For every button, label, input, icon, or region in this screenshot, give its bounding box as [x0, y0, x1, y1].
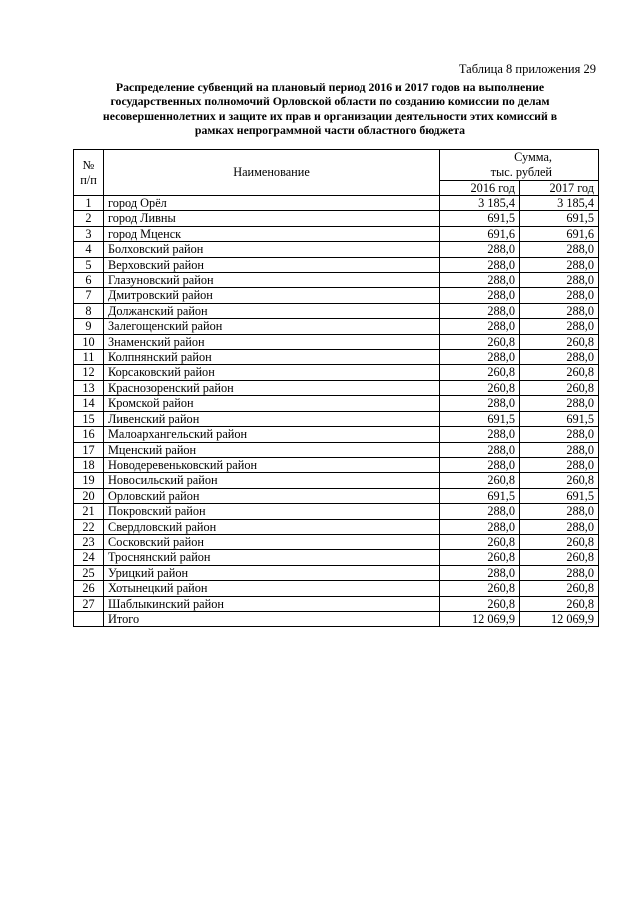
header-number-abbr: п/п: [80, 172, 97, 187]
row-name: Глазуновский район: [104, 273, 440, 288]
row-value-2016: 288,0: [440, 396, 520, 411]
row-name: Колпнянский район: [104, 350, 440, 365]
row-number: 18: [74, 457, 104, 472]
table-row: [74, 365, 599, 380]
table-row: [74, 288, 599, 303]
header-year-2016: 2016 год: [440, 181, 520, 196]
table-row: [74, 457, 599, 472]
header-sum-label: Сумма,: [514, 150, 552, 164]
row-name: Корсаковский район: [104, 365, 440, 380]
row-value-2017: 288,0: [520, 303, 599, 318]
table-row: [74, 442, 599, 457]
row-number: 12: [74, 365, 104, 380]
row-value-2016: 3 185,4: [440, 196, 520, 211]
row-value-2017: 288,0: [520, 257, 599, 272]
row-name: Покровский район: [104, 504, 440, 519]
table-row: [74, 303, 599, 318]
table-row: [74, 319, 599, 334]
table-body: [74, 196, 599, 627]
row-number: 5: [74, 257, 104, 272]
table-row: [74, 257, 599, 272]
row-name: Новодеревеньковский район: [104, 457, 440, 472]
row-value-2017: 260,8: [520, 581, 599, 596]
table-row: [74, 427, 599, 442]
row-value-2016: 260,8: [440, 596, 520, 611]
header-sum: [440, 150, 599, 181]
row-value-2016: 691,5: [440, 411, 520, 426]
row-value-2016: 288,0: [440, 442, 520, 457]
row-name: город Ливны: [104, 211, 440, 226]
row-name: Кромской район: [104, 396, 440, 411]
row-number: 25: [74, 565, 104, 580]
table-row: [74, 596, 599, 611]
row-number: 27: [74, 596, 104, 611]
row-number: 21: [74, 504, 104, 519]
table-row: [74, 350, 599, 365]
table-row: [74, 211, 599, 226]
row-value-2017: 3 185,4: [520, 196, 599, 211]
row-name: Верховский район: [104, 257, 440, 272]
row-value-2016: 288,0: [440, 350, 520, 365]
row-value-2017: 691,6: [520, 226, 599, 241]
header-year-2017: 2017 год: [520, 181, 599, 196]
row-number: 20: [74, 488, 104, 503]
row-number: 4: [74, 242, 104, 257]
table-row: [74, 519, 599, 534]
row-name: Мценский район: [104, 442, 440, 457]
row-name: город Орёл: [104, 196, 440, 211]
row-number: 23: [74, 534, 104, 549]
table-row: [74, 581, 599, 596]
row-value-2017: 288,0: [520, 504, 599, 519]
row-number: 24: [74, 550, 104, 565]
row-value-2016: 260,8: [440, 534, 520, 549]
row-number: 7: [74, 288, 104, 303]
row-value-2016: 288,0: [440, 273, 520, 288]
total-number: [74, 611, 104, 626]
title-line: рамках непрограммной части областного бюджета: [194, 123, 466, 138]
row-value-2016: 288,0: [440, 504, 520, 519]
row-value-2017: 288,0: [520, 350, 599, 365]
row-number: 9: [74, 319, 104, 334]
row-name: Сосковский район: [104, 534, 440, 549]
row-value-2016: 260,8: [440, 581, 520, 596]
table-row: [74, 396, 599, 411]
row-value-2017: 260,8: [520, 334, 599, 349]
row-value-2017: 288,0: [520, 427, 599, 442]
row-value-2017: 288,0: [520, 288, 599, 303]
document-title: [80, 80, 580, 138]
row-name: Ливенский район: [104, 411, 440, 426]
row-number: 15: [74, 411, 104, 426]
table-row: [74, 196, 599, 211]
row-value-2016: 288,0: [440, 288, 520, 303]
row-number: 6: [74, 273, 104, 288]
row-name: Орловский район: [104, 488, 440, 503]
title-line: Распределение субвенций на плановый период 2016 и 2017 годов на выполнение: [115, 80, 545, 94]
row-value-2017: 260,8: [520, 365, 599, 380]
row-value-2016: 691,6: [440, 226, 520, 241]
table-row: [74, 504, 599, 519]
row-value-2016: 288,0: [440, 319, 520, 334]
row-value-2016: 288,0: [440, 257, 520, 272]
row-name: Залегощенский район: [104, 319, 440, 334]
total-row: [74, 611, 599, 626]
appendix-label: Таблица 8 приложения 29: [458, 62, 596, 76]
row-value-2017: 288,0: [520, 565, 599, 580]
row-value-2017: 288,0: [520, 442, 599, 457]
row-value-2017: 691,5: [520, 211, 599, 226]
row-name: Малоархангельский район: [104, 427, 440, 442]
row-value-2017: 288,0: [520, 457, 599, 472]
row-name: Дмитровский район: [104, 288, 440, 303]
row-value-2017: 691,5: [520, 411, 599, 426]
table-row: [74, 473, 599, 488]
header-name: Наименование: [104, 150, 440, 196]
row-number: 1: [74, 196, 104, 211]
table-row: [74, 411, 599, 426]
title-line: несовершеннолетних и защите их прав и организации деятельности этих комиссий в: [102, 108, 558, 123]
row-value-2016: 288,0: [440, 303, 520, 318]
row-value-2016: 691,5: [440, 211, 520, 226]
total-value-2017: 12 069,9: [520, 611, 599, 626]
row-name: Шаблыкинский район: [104, 596, 440, 611]
row-number: 22: [74, 519, 104, 534]
table-row: [74, 565, 599, 580]
header-sum-unit: тыс. рублей: [490, 165, 552, 179]
row-value-2017: 288,0: [520, 319, 599, 334]
title-line: государственных полномочий Орловской области по созданию комиссии по делам: [110, 94, 550, 109]
row-value-2016: 288,0: [440, 242, 520, 257]
row-number: 13: [74, 380, 104, 395]
total-value-2016: 12 069,9: [440, 611, 520, 626]
row-name: Знаменский район: [104, 334, 440, 349]
row-value-2016: 260,8: [440, 473, 520, 488]
row-name: Троснянский район: [104, 550, 440, 565]
row-value-2016: 260,8: [440, 334, 520, 349]
table-row: [74, 334, 599, 349]
row-number: 8: [74, 303, 104, 318]
row-number: 26: [74, 581, 104, 596]
header-number: [74, 150, 104, 196]
row-value-2017: 288,0: [520, 396, 599, 411]
row-value-2016: 260,8: [440, 365, 520, 380]
row-number: 16: [74, 427, 104, 442]
row-name: Краснозоренский район: [104, 380, 440, 395]
row-number: 11: [74, 350, 104, 365]
row-name: город Мценск: [104, 226, 440, 241]
row-name: Хотынецкий район: [104, 581, 440, 596]
header-number-symbol: №: [82, 157, 95, 172]
row-value-2017: 260,8: [520, 380, 599, 395]
row-number: 2: [74, 211, 104, 226]
table-row: [74, 273, 599, 288]
row-value-2016: 288,0: [440, 427, 520, 442]
row-name: Свердловский район: [104, 519, 440, 534]
row-number: 3: [74, 226, 104, 241]
row-value-2017: 288,0: [520, 273, 599, 288]
row-name: Урицкий район: [104, 565, 440, 580]
row-value-2016: 288,0: [440, 457, 520, 472]
row-name: Должанский район: [104, 303, 440, 318]
table-row: [74, 242, 599, 257]
row-value-2017: 260,8: [520, 550, 599, 565]
row-value-2017: 288,0: [520, 519, 599, 534]
row-value-2017: 260,8: [520, 473, 599, 488]
row-value-2016: 288,0: [440, 565, 520, 580]
table-row: [74, 550, 599, 565]
row-value-2017: 288,0: [520, 242, 599, 257]
total-label: Итого: [104, 611, 440, 626]
table-row: [74, 380, 599, 395]
row-value-2016: 260,8: [440, 380, 520, 395]
row-number: 14: [74, 396, 104, 411]
subsidy-table: [73, 149, 599, 627]
row-value-2017: 260,8: [520, 534, 599, 549]
row-value-2017: 260,8: [520, 596, 599, 611]
row-number: 19: [74, 473, 104, 488]
table-row: [74, 488, 599, 503]
row-name: Новосильский район: [104, 473, 440, 488]
row-value-2016: 260,8: [440, 550, 520, 565]
row-value-2016: 288,0: [440, 519, 520, 534]
row-value-2016: 691,5: [440, 488, 520, 503]
table-header: [74, 150, 599, 196]
row-number: 17: [74, 442, 104, 457]
row-name: Болховский район: [104, 242, 440, 257]
table-row: [74, 226, 599, 241]
row-value-2017: 691,5: [520, 488, 599, 503]
row-number: 10: [74, 334, 104, 349]
table-row: [74, 534, 599, 549]
